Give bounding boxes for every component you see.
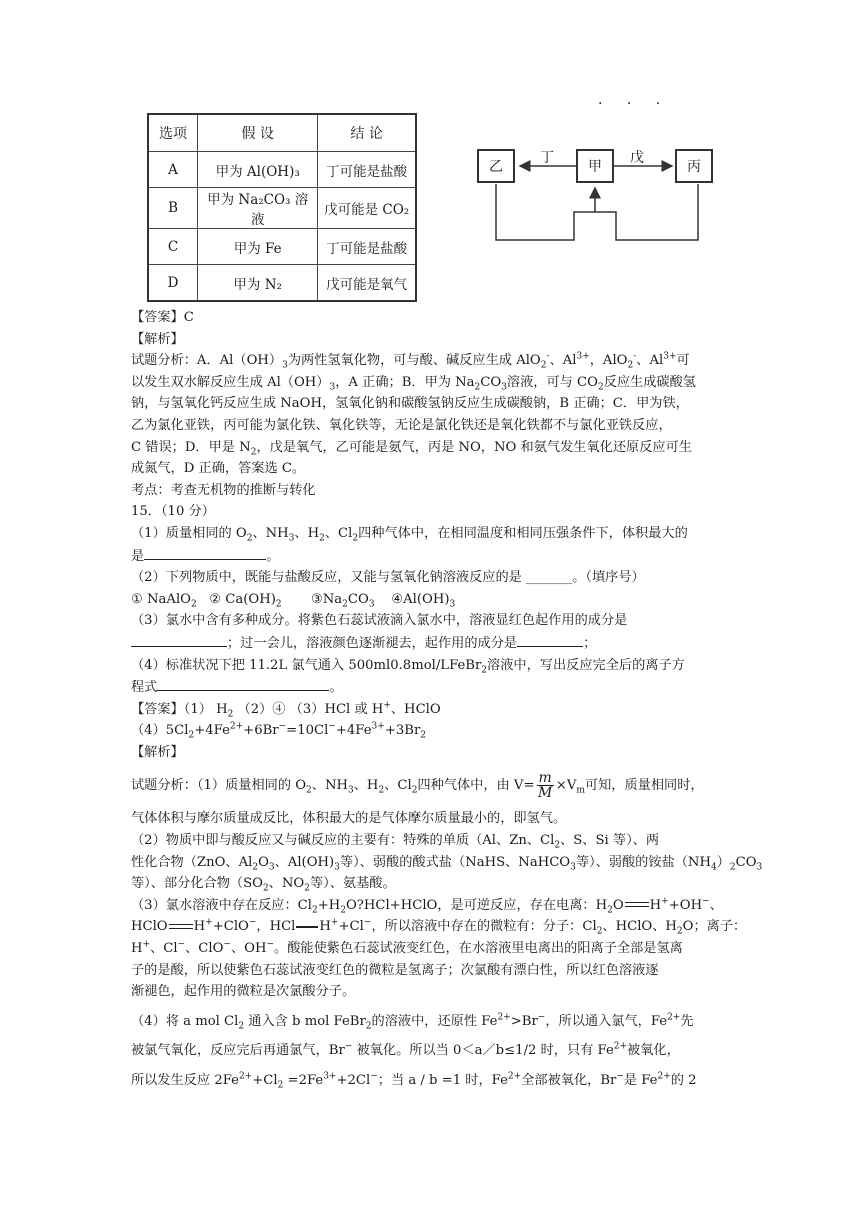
- document-body: [131, 307, 763, 1092]
- q14-analysis-head: 【解析】: [131, 331, 184, 347]
- answer-blank[interactable]: [131, 632, 227, 647]
- q15-analysis-line: （2）物质中即与酸反应又与碱反应的主要有：特殊的单质（Al、Zn、$Cl_2$、S、Si 等）、两: [131, 833, 660, 851]
- q14-exam-point: 考点：考查无机物的推断与转化: [131, 482, 316, 498]
- table-row: [148, 229, 416, 265]
- q15-heading: 15．（10 分）: [131, 504, 215, 520]
- q14-analysis-line: 钠，与氢氧化钙反应生成 NaOH，氢氧化钠和碳酸氢钠反应生成碳酸钠，B 正确；C．甲为铁，: [131, 396, 689, 412]
- answer-blank[interactable]: [157, 676, 329, 691]
- node-yi: 乙: [477, 149, 515, 183]
- q15-analysis-line: 性化合物（ZnO、$Al_2O_3$、$Al(OH)_3$等）、弱酸的酸式盐（NaHS、NaHCO$_3$等）、弱酸的铵盐$(NH_4)_2CO_3$: [131, 854, 763, 873]
- table-cell: 戊可能是 CO₂: [318, 188, 416, 229]
- table-cell: 甲为 Na₂CO₃ 溶液: [198, 188, 318, 229]
- answer-blank[interactable]: [517, 632, 583, 647]
- q14-answer: 【答案】C: [131, 310, 194, 325]
- q15-part4: （4）标准状况下把 11.2L 氯气通入 500ml0.8mol/LFeBr$_2$溶液中，写出反应完全后的离子方: [131, 657, 685, 676]
- ellipsis-dots: · · ·: [598, 96, 671, 112]
- q14-analysis-line: 以发生双水解反应生成 $Al(OH)_3$，A 正确；B．甲为 $Na_2CO_3$溶液，可与 $CO_2$反应生成碳酸氢: [131, 374, 696, 393]
- table-cell: 甲为 N₂: [198, 265, 318, 302]
- table-cell: C: [148, 229, 198, 265]
- diagram-connectors: [470, 120, 710, 250]
- q15-analysis-line: 气体体积与摩尔质量成反比，体积最大的是气体摩尔质量最小的，即氢气。: [131, 811, 567, 827]
- q15-answer: 【答案】（1） $H_2$ （2）④ （3）HCl 或 H+、HClO: [131, 700, 441, 720]
- q15-analysis-line: 等）、部分化合物（$SO_2$、$NO_2$等）、氨基酸。: [131, 876, 396, 894]
- equilibrium-arrow-icon: [168, 922, 194, 932]
- table-cell: 丁可能是盐酸: [318, 152, 416, 188]
- node-jia: 甲: [576, 149, 614, 183]
- table-header: 结 论: [318, 114, 416, 152]
- return-path: [496, 184, 698, 240]
- fraction-m-over-M: $\frac{m}{M}$: [537, 770, 553, 802]
- q14-analysis-line: 成氮气，D 正确，答案选 C。: [131, 461, 306, 477]
- q15-analysis-line: 所以发生反应 $2Fe^{2+}+Cl_2 =2Fe^{3+}+2Cl^-$；当 a / b =1 时，$Fe^{2+}$全部被氧化，Br−是 $Fe^{2+}$的 2: [131, 1071, 697, 1091]
- table-cell: A: [148, 152, 198, 188]
- full-ionization-arrow-icon: [295, 922, 319, 932]
- table-cell: B: [148, 188, 198, 229]
- q15-part2: （2）下列物质中，既能与盐酸反应，又能与氢氧化钠溶液反应的是 _______。（填序号）: [131, 570, 645, 586]
- table-cell: 甲为 Al(OH)₃: [198, 152, 318, 188]
- q15-part2-options: ① NaAlO$_2$ ② $Ca(OH)_2$ $③Na_2CO_3$ $④Al(OH)_3$: [131, 591, 456, 610]
- table-cell: 甲为 Fe: [198, 229, 318, 265]
- q15-analysis-line: H+、Cl−、ClO−、OH−。酸能使紫色石蕊试液变红色，在水溶液里电离出的阳离子全部是氢离: [131, 939, 683, 957]
- edge-label-wu: 戊: [630, 150, 644, 166]
- table-row: [148, 265, 416, 302]
- q14-analysis-line: 试题分析：A．$Al(OH)_3$为两性氢氧化物，可与酸、碱反应生成 AlO$_2$-、$Al^{3+}$，AlO$_2$-、$Al^{3+}$可: [131, 351, 690, 371]
- table-row: [148, 152, 416, 188]
- q15-part1-cont: 是 。: [131, 545, 741, 568]
- q15-answer-eq: $(4)5Cl_2+4Fe^{2+}+6Br^-=10Cl^-+4Fe^{3+}+3Br_2$: [131, 721, 426, 741]
- q15-analysis-line: （4）将 a mol $Cl_2$ 通入含 b mol FeBr$_2$的溶液中，还原性 $Fe^{2+}>Br^-$，所以通入氯气，$Fe^{2+}$先: [131, 1012, 694, 1032]
- q15-part4-cont: 程式 。: [131, 676, 741, 699]
- q15-analysis-line: 子的是酸，所以使紫色石蕊试液变红色的微粒是氢离子；次氯酸有漂白性，所以红色溶液逐: [131, 962, 659, 978]
- q14-analysis-line: 乙为氯化亚铁，丙可能为氯化铁、氧化铁等，无论是氯化铁还是氧化铁都不与氯化亚铁反应，: [131, 417, 672, 433]
- node-bing: 丙: [675, 149, 713, 183]
- table-row: [148, 188, 416, 229]
- table-cell: D: [148, 265, 198, 302]
- options-table: [147, 113, 417, 302]
- table-cell: 丁可能是盐酸: [318, 229, 416, 265]
- q15-analysis-line: 被氯气氧化，反应完后再通氯气，Br− 被氧化。所以当 0＜a／b≤1/2 时，只有 $Fe^{2+}$被氧化，: [131, 1042, 680, 1059]
- q15-analysis-line: 试题分析：（1）质量相同的 $O_2$、$NH_3$、$H_2$、$Cl_2$四种气体中，由 V= $\frac{m}{M}$ $\times V_m$可知，质量相同时，: [131, 770, 704, 802]
- answer-blank[interactable]: [144, 545, 266, 560]
- q15-part3-cont: ；过一会儿，溶液颜色逐渐褪去，起作用的成分是 ；: [131, 632, 741, 655]
- q15-analysis-line: 渐褪色，起作用的微粒是次氯酸分子。: [131, 984, 356, 1000]
- table-header-row: [148, 114, 416, 152]
- q15-part1: （1）质量相同的 $O_2$、$NH_3$、$H_2$、$Cl_2$四种气体中，在相同温度和相同压强条件下，体积最大的: [131, 525, 688, 544]
- table-header: 选项: [148, 114, 198, 152]
- edge-label-ding: 丁: [540, 150, 554, 166]
- q15-analysis-head: 【解析】: [131, 744, 184, 760]
- table-header: 假 设: [198, 114, 318, 152]
- q14-analysis-line: C 错误；D．甲是 $N_2$，戊是氧气，乙可能是氨气，丙是 NO，NO 和氨气发生氧化还原反应可生: [131, 439, 692, 458]
- q15-part3: （3）氯水中含有多种成分。将紫色石蕊试液滴入氯水中，溶液显红色起作用的成分是: [131, 613, 628, 629]
- q15-analysis-line: HClO H++ClO−，HCl H++Cl−，所以溶液中存在的微粒有：分子：$Cl_2$、HClO、$H_2O$；离子：: [131, 918, 747, 938]
- table-cell: 戊可能是氧气: [318, 265, 416, 302]
- q15-analysis-line: （3）氯水溶液中存在反应：$Cl_2+H_2O?HCl+HClO$，是可逆反应，存在电离：$H_2O$ H++OH−、: [131, 896, 723, 916]
- equilibrium-arrow-icon: [624, 900, 650, 910]
